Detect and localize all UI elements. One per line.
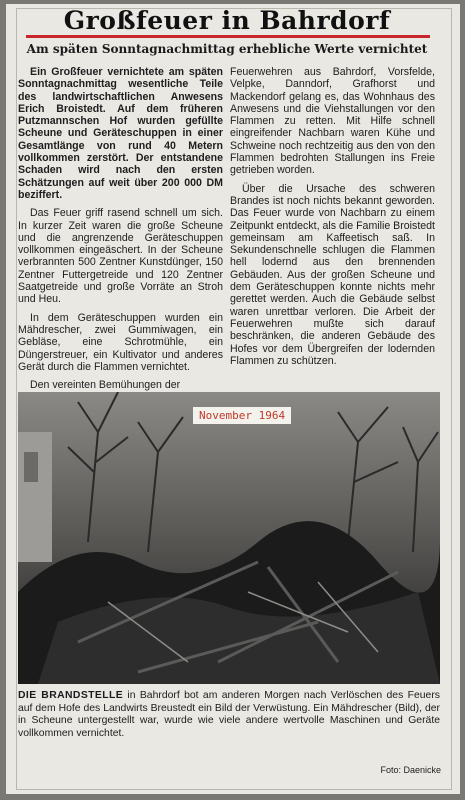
paragraph: Über die Ursache des schweren Brandes ist noch nichts bekannt geworden. Das Feuer wurde von Nachbarn zu einem Zeitpunkt entdeckt, als die Familie Broistedt gemeinsam am Kaffeetisch saß. In Sekundenschnelle schlugen die Flammen hell lodernd aus den brennenden Gebäuden. Aus der großen Scheune und dem Geräteschuppen konnte nichts mehr gerettet werden. Auch die Gebäude selbst waren unrettbar verloren. Die Arbeit der Feuerwehren mußte sich darauf beschränken, die anderen Gebäude des Hofes vor dem Übergreifen der lodernden Flammen zu schützen. [230,182,435,367]
paragraph: Den vereinten Bemühungen der [30,379,181,392]
text-column-left [18,66,223,392]
caption-text: in Bahrdorf bot am anderen Morgen nach Verlöschen des Feuers auf dem Hofe des Landwirts Breustedt ein Bild der Verwüstung. Ein Mähdrescher (Bild), der in Scheune untergestellt war, wurde wie viele andere wertvolle Maschinen und Geräte vollkommen vernichtet. [18,690,440,739]
photo-illustration [18,392,440,684]
photo-credit: Foto: Daenicke [380,765,441,775]
photo-caption [18,690,440,740]
paragraph: Ein Großfeuer vernichtete am späten Sonntagnachmittag wesentliche Teile des landwirtschaftlichen Anwesens Erich Broistedt. Auf dem früheren Putzmannschen Hof wurden gefüllte Scheune und Geräteschuppen in einer Gesamtlänge von rund 40 Metern vollkommen zerstört. Der entstandene Schaden wird nach den ersten Schätzungen auf weit über 200 000 DM beziffert. [18,66,223,201]
paragraph: Feuerwehren aus Bahrdorf, Vorsfelde, Velpke, Danndorf, Grafhorst und Mackendorf gelang es, das Wohnhaus des Anwesens und die Viehstallungen vor den Flammen zu retten. Mit Hilfe schnell eingreifender Nachbarn waren Kühe und Schweine noch rechtzeitig aus den von den Flammen bedrohten Stallungen ins Freie getrieben worden. [230,66,435,177]
article-headline: Großfeuer in Bahrdorf [63,6,391,35]
date-stamp: November 1964 [193,407,291,424]
caption-lead: DIE BRANDSTELLE [18,690,124,701]
text-column-right [230,66,435,376]
fire-scene-photo [18,392,440,684]
paragraph: Das Feuer griff rasend schnell um sich. In kurzer Zeit waren die große Scheune und die angrenzende Geräteschuppen vollkommen eingeäschert. In der Scheune verbrannten 500 Zentner Kunstdünger, 150 Zentner Futtergetreide und 120 Zentner Saatgetreide und große Vorräte an Stroh und Heu. [18,207,223,306]
article-subheadline: Am späten Sonntagnachmittag erhebliche Werte vernichtet [26,42,428,56]
paragraph: In dem Geräteschuppen wurden ein Mähdrescher, zwei Gummiwagen, ein Gebläse, eine Schrotmühle, ein Düngerstreuer, ein Kultivator und anderes Gerät durch die Flammen vernichtet. [18,311,223,373]
headline-rule [26,35,430,38]
